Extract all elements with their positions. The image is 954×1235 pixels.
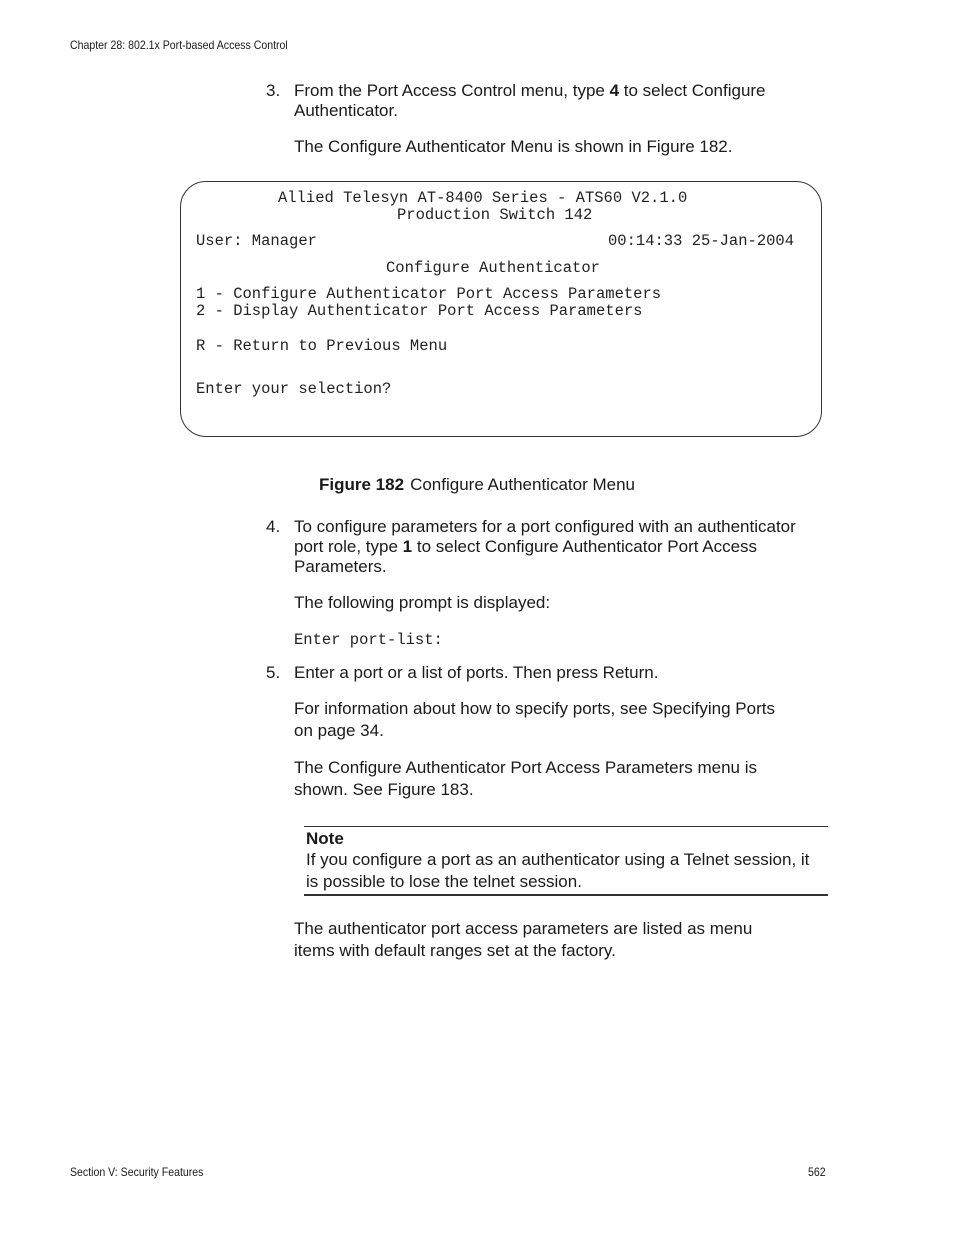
step-4-key: 1 — [402, 537, 413, 556]
note-line1: If you configure a port as an authenticator using a Telnet session, it — [306, 850, 810, 869]
note-line2: is possible to lose the telnet session. — [306, 872, 582, 891]
terminal-subtitle: Production Switch 142 — [397, 206, 593, 224]
step-4-text-line3: Parameters. — [294, 557, 387, 576]
terminal-user: User: Manager — [196, 232, 317, 250]
step-4-text-line2 — [294, 536, 757, 557]
note-heading: Note — [306, 829, 344, 848]
running-header: Chapter 28: 802.1x Port-based Access Control — [70, 38, 288, 52]
step-5-number: 5. — [266, 663, 281, 682]
step-5-text: Enter a port or a list of ports. Then press Return. — [294, 663, 659, 682]
closing-line2: items with default ranges set at the factory. — [294, 941, 616, 960]
step-3-text-line2: Authenticator. — [294, 101, 398, 120]
step-3-followup: The Configure Authenticator Menu is shown in Figure 182. — [294, 137, 733, 156]
note-top-rule — [304, 826, 828, 827]
page-number: 562 — [808, 1165, 826, 1179]
step-5-info-line1: For information about how to specify ports, see Specifying Ports — [294, 699, 775, 718]
step-5-menu-line1: The Configure Authenticator Port Access Parameters menu is — [294, 758, 758, 777]
step-3-number: 3. — [266, 81, 281, 100]
step-3-text-a: From the Port Access Control menu, type — [294, 81, 610, 100]
note-bottom-rule — [304, 894, 828, 896]
step-4-followup: The following prompt is displayed: — [294, 593, 551, 612]
figure-caption — [0, 475, 954, 495]
figure-label: Figure 182 — [319, 475, 405, 494]
terminal-option-1: 1 - Configure Authenticator Port Access Parameters — [196, 285, 662, 303]
terminal-selection-prompt: Enter your selection? — [196, 380, 392, 398]
terminal-title: Allied Telesyn AT-8400 Series - ATS60 V2.1.0 — [278, 189, 688, 207]
step-4-text-a: port role, type — [294, 537, 403, 556]
step-4-number: 4. — [266, 517, 281, 536]
step-3-key: 4 — [609, 81, 620, 100]
step-4-text-line1: To configure parameters for a port configured with an authenticator — [294, 517, 796, 536]
step-3-text-line1 — [294, 80, 766, 101]
terminal-menu-title: Configure Authenticator — [386, 259, 600, 277]
closing-line1: The authenticator port access parameters are listed as menu — [294, 919, 753, 938]
terminal-return-option: R - Return to Previous Menu — [196, 337, 448, 355]
port-list-prompt: Enter port-list: — [294, 631, 443, 649]
terminal-option-2: 2 - Display Authenticator Port Access Parameters — [196, 302, 643, 320]
step-5-menu-line2: shown. See Figure 183. — [294, 780, 474, 799]
footer-section: Section V: Security Features — [70, 1165, 204, 1179]
step-4-text-b: to select Configure Authenticator Port Access — [412, 537, 758, 556]
terminal-datetime: 00:14:33 25-Jan-2004 — [608, 232, 795, 250]
step-5-info-line2: on page 34. — [294, 721, 384, 740]
step-3-text-b: to select Configure — [619, 81, 766, 100]
figure-title: Configure Authenticator Menu — [410, 475, 635, 494]
